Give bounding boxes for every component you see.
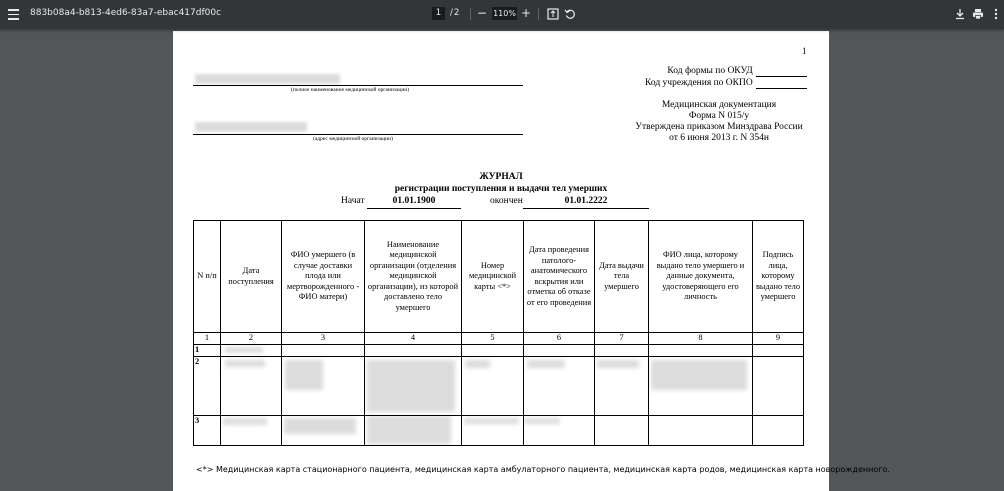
- table-cell: [649, 356, 753, 415]
- page-number: 1: [802, 46, 807, 56]
- journal-title: ЖУРНАЛ: [479, 172, 523, 182]
- table-cell: [595, 356, 649, 415]
- org-address-line: [193, 134, 523, 135]
- table-cell: [282, 356, 365, 415]
- column-number: 1: [194, 333, 221, 345]
- journal-subtitle: регистрации поступления и выдачи тел умерших: [394, 184, 608, 194]
- header-cell: Дата проведения патолого-анатомического вскрытия или отметка об отказе от его проведения: [524, 221, 595, 333]
- zoom-out-button[interactable]: −: [476, 6, 488, 20]
- table-cell: [649, 345, 753, 357]
- redacted-text: [524, 418, 560, 424]
- redacted-text: [284, 418, 356, 434]
- toolbar-divider: [470, 8, 471, 20]
- document-page: [173, 31, 890, 491]
- table-cell: [221, 345, 282, 357]
- table-header-row: [194, 221, 804, 333]
- table-cell: [524, 415, 595, 445]
- okpo-label: Код учреждения по ОКПО: [645, 78, 753, 88]
- column-number-row: [194, 333, 804, 345]
- journal-table: [193, 220, 804, 446]
- redacted-text: [464, 418, 519, 424]
- finished-value: 01.01.2222: [523, 196, 649, 209]
- org-address-caption: (адрес медицинской организации): [313, 136, 393, 142]
- table-cell: [753, 356, 804, 415]
- fit-page-icon[interactable]: [547, 8, 559, 20]
- redacted-text: [223, 418, 267, 425]
- table-cell: [365, 345, 462, 357]
- pdf-viewer-toolbar: [0, 0, 1004, 29]
- column-number: 8: [649, 333, 753, 345]
- redacted-text: [597, 360, 639, 368]
- table-cell: [282, 345, 365, 357]
- org-name-line: [193, 85, 523, 86]
- form-number: Форма N 015/у: [688, 111, 750, 121]
- org-name-caption: (полное наименование медицинской организации): [291, 87, 410, 93]
- okud-field: [756, 66, 807, 77]
- footnote: <*> Медицинская карта стационарного пациента, медицинская карта амбулаторного пациента, медицинская карта родов, медицинская карта новорожденного.: [196, 465, 890, 474]
- med-doc-label: Медицинская документация: [661, 100, 777, 110]
- print-icon[interactable]: [972, 8, 984, 20]
- row-number: 3: [194, 415, 221, 445]
- table-cell: [524, 356, 595, 415]
- redacted-text: [465, 360, 490, 368]
- form-header: [593, 100, 845, 144]
- redacted-org-name: [195, 74, 340, 84]
- document-title: 883b08a4-b813-4ed6-83a7-ebac417df00c: [30, 8, 222, 18]
- started-value: 01.01.1900: [367, 196, 461, 209]
- table-row: [194, 345, 804, 357]
- header-cell: ФИО лица, которому выдано тело умершего и данные документа, удостоверяющего его личность: [649, 221, 753, 333]
- approved-by: Утверждена приказом Минздрава России: [635, 122, 803, 132]
- header-cell: Дата выдачи тела умершего: [595, 221, 649, 333]
- row-number: 1: [194, 345, 221, 357]
- zoom-in-button[interactable]: +: [520, 6, 532, 20]
- column-number: 4: [365, 333, 462, 345]
- header-cell: Дата поступления: [221, 221, 282, 333]
- table-cell: [282, 415, 365, 445]
- page-separator: /: [450, 8, 453, 18]
- column-number: 6: [524, 333, 595, 345]
- table-cell: [595, 345, 649, 357]
- row-number: 2: [194, 356, 221, 415]
- toolbar-divider: [538, 8, 539, 20]
- column-number: 5: [462, 333, 524, 345]
- redacted-text: [367, 416, 451, 444]
- zoom-level-input[interactable]: 110%: [493, 9, 516, 18]
- redacted-text: [285, 360, 323, 390]
- header-cell: Номер медицинской карты <*>: [462, 221, 524, 333]
- okud-label: Код формы по ОКУД: [667, 66, 753, 76]
- redacted-text: [527, 360, 565, 368]
- table-cell: [462, 345, 524, 357]
- column-number: 2: [221, 333, 282, 345]
- header-cell: Подпись лица, которому выдано тело умершего: [753, 221, 804, 333]
- redacted-org-address: [195, 122, 307, 132]
- started-label: Начат: [341, 196, 365, 206]
- finished-label: окончен: [490, 196, 523, 206]
- table-cell: [753, 415, 804, 445]
- rotate-icon[interactable]: [564, 8, 576, 20]
- header-cell: ФИО умершего (в случае доставки плода или мертворожденного - ФИО матери): [282, 221, 365, 333]
- table-cell: [649, 415, 753, 445]
- column-number: 7: [595, 333, 649, 345]
- page-number-input[interactable]: 1: [432, 7, 445, 20]
- download-icon[interactable]: [954, 8, 966, 20]
- okpo-field: [756, 78, 807, 89]
- column-number: 9: [753, 333, 804, 345]
- redacted-text: [651, 360, 747, 390]
- table-cell: [462, 356, 524, 415]
- redacted-text: [225, 360, 265, 367]
- header-cell: N п/п: [194, 221, 221, 333]
- table-cell: [462, 415, 524, 445]
- table-cell: [595, 415, 649, 445]
- table-cell: [365, 415, 462, 445]
- approved-date: от 6 июня 2013 г. N 354н: [669, 133, 769, 143]
- table-cell: [221, 356, 282, 415]
- redacted-text: [367, 360, 455, 412]
- more-icon[interactable]: [990, 8, 1002, 20]
- redacted-text: [225, 347, 263, 353]
- table-cell: [365, 356, 462, 415]
- page-total: 2: [454, 8, 460, 18]
- column-number: 3: [282, 333, 365, 345]
- table-row: [194, 356, 804, 415]
- table-row: [194, 415, 804, 445]
- header-cell: Наименование медицинской организации (отделения медицинской организации), из которой доставлено тело умершего: [365, 221, 462, 333]
- table-cell: [753, 345, 804, 357]
- table-cell: [221, 415, 282, 445]
- menu-icon[interactable]: [8, 9, 19, 20]
- form-codes: [645, 65, 807, 89]
- table-cell: [524, 345, 595, 357]
